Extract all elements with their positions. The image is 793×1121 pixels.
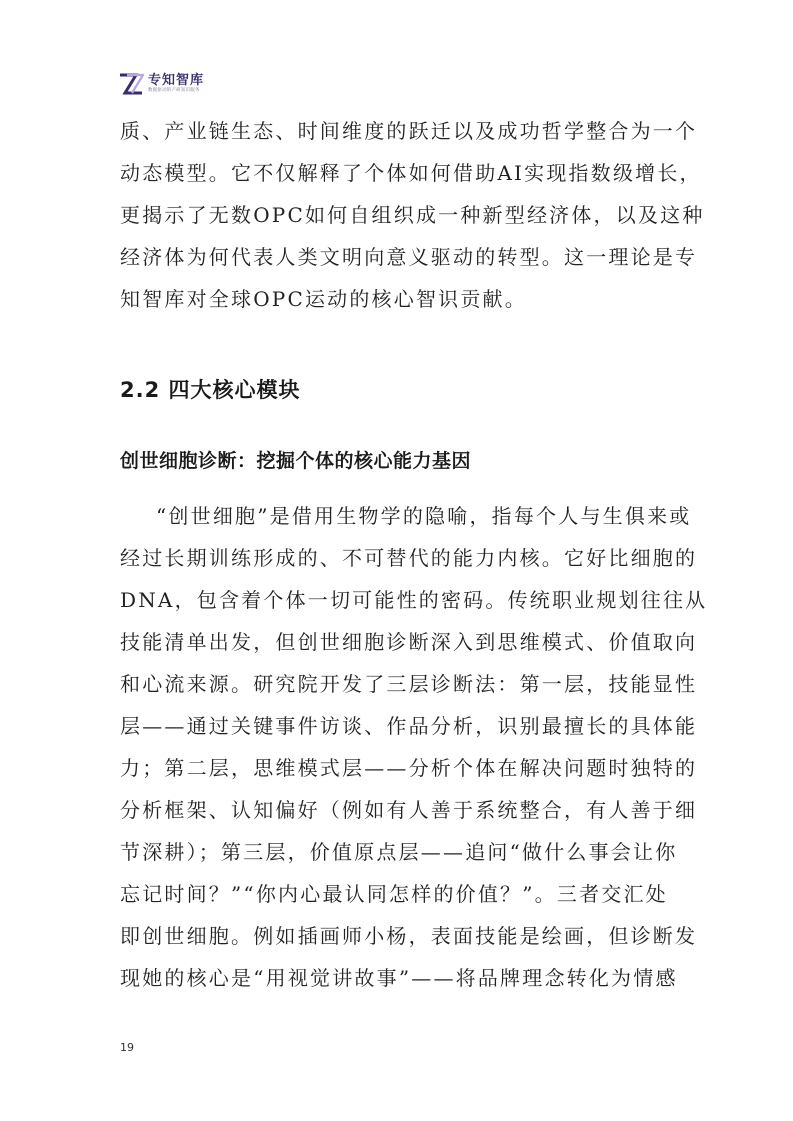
logo-name: 专知智库 [148,73,205,89]
text-line: 节深耕）；第三层，价值原点层——追问“做什么事会让你 [120,840,678,864]
text-line: DNA，包含着个体一切可能性的密码。传统职业规划往往从 [120,588,708,612]
subsection-heading: 创世细胞诊断：挖掘个体的核心能力基因 [120,450,472,472]
text-line: “创世细胞”是借用生物学的隐喻，指每个人与生俱来或 [156,504,692,528]
body-paragraph [120,495,708,999]
text-line: 和心流来源。研究院开发了三层诊断法：第一层，技能显性 [120,672,698,696]
logo-text [148,74,204,94]
logo-tagline: 数据驱动的产研知识服务 [148,88,200,94]
text-line: 知智库对全球OPC运动的核心智识贡献。 [120,287,527,311]
header-logo [118,72,204,96]
page-content [120,110,708,999]
logo-icon [118,72,144,96]
page-number: 19 [120,1041,134,1054]
intro-paragraph [120,110,705,320]
text-line: 动态模型。它不仅解释了个体如何借助AI实现指数级增长， [120,161,702,185]
text-line: 分析框架、认知偏好（例如有人善于系统整合，有人善于细 [120,798,698,822]
text-line: 即创世细胞。例如插画师小杨，表面技能是绘画，但诊断发 [120,924,698,948]
text-line: 更揭示了无数OPC如何自组织成一种新型经济体，以及这种 [120,203,705,227]
text-line: 经过长期训练形成的、不可替代的能力内核。它好比细胞的 [120,546,698,570]
text-line: 经济体为何代表人类文明向意义驱动的转型。这一理论是专 [120,245,698,269]
text-line: 力；第二层，思维模式层——分析个体在解决问题时独特的 [120,756,698,780]
text-line: 层——通过关键事件访谈、作品分析，识别最擅长的具体能 [120,714,698,738]
text-line: 忘记时间？”“你内心最认同怎样的价值？”。三者交汇处 [120,882,668,906]
text-line: 技能清单出发，但创世细胞诊断深入到思维模式、价值取向 [120,630,698,654]
text-line: 现她的核心是“用视觉讲故事”——将品牌理念转化为情感 [120,966,678,990]
section-heading: 2.2 四大核心模块 [120,378,301,402]
text-line: 质、产业链生态、时间维度的跃迁以及成功哲学整合为一个 [120,119,698,143]
